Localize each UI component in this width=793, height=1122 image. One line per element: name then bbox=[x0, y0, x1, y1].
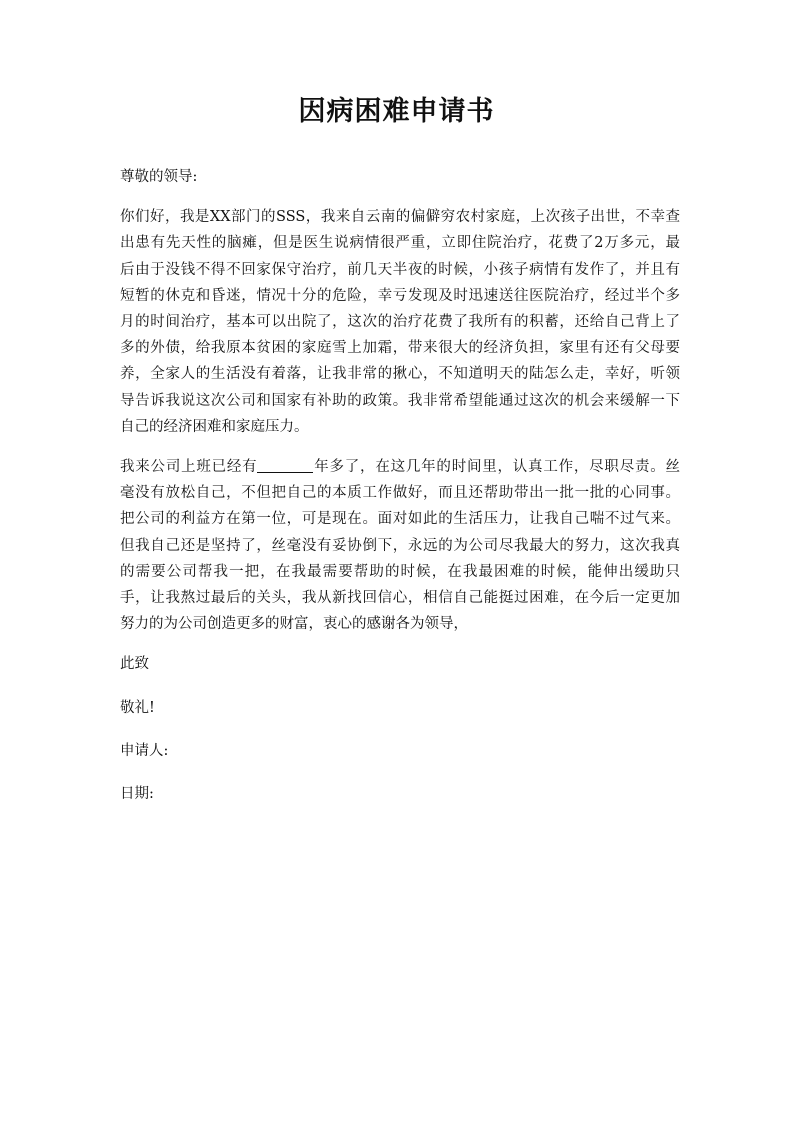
paragraph-line: 努力的为公司创造更多的财富，衷心的感谢各为领导， bbox=[120, 616, 468, 633]
paragraph-line-suffix: 年多了，在这几年的时间里，认真工作，尽职尽责。丝 bbox=[313, 459, 681, 476]
date-label: 日期: bbox=[120, 786, 154, 803]
paragraph-1 bbox=[120, 204, 680, 440]
paragraph-line: 但我自己还是坚持了，丝毫没有妥协倒下，永远的为公司尽我最大的努力，这次我真 bbox=[120, 537, 680, 554]
paragraph-line: 毫没有放松自己，不但把自己的本质工作做好，而且还帮助带出一批一批的心同事。 bbox=[120, 485, 680, 502]
applicant-label: 申请人: bbox=[120, 742, 169, 759]
document-title: 因病困难申请书 bbox=[298, 96, 495, 127]
paragraph-line: 多的外债，给我原本贫困的家庭雪上加霜，带来很大的经济负担，家里有还有父母要 bbox=[120, 340, 680, 357]
paragraph-line: 把公司的利益方在第一位，可是现在。面对如此的生活压力，让我自己喘不过气来。 bbox=[120, 511, 680, 528]
paragraph-line-prefix: 我来公司上班已经有 bbox=[120, 459, 258, 476]
closing-line-1: 此致 bbox=[120, 656, 149, 673]
paragraph-line: 养，全家人的生活没有着落，让我非常的揪心，不知道明天的陆怎么走，幸好，听领 bbox=[120, 366, 680, 383]
closing-line-2: 敬礼! bbox=[120, 699, 155, 716]
paragraph-line: 短暂的休克和昏迷，情况十分的危险，幸亏发现及时迅速送往医院治疗，经过半个多 bbox=[120, 287, 680, 304]
paragraph-line: 的需要公司帮我一把，在我最需要帮助的时候，在我最困难的时候，能伸出缓助只 bbox=[120, 563, 680, 580]
paragraph-line: 后由于没钱不得不回家保守治疗，前几天半夜的时候，小孩子病情有发作了，并且有 bbox=[120, 261, 680, 278]
paragraph-line: 月的时间治疗，基本可以出院了，这次的治疗花费了我所有的积蓄，还给自己背上了 bbox=[120, 314, 680, 331]
paragraph-line: 手，让我熬过最后的关头，我从新找回信心，相信自己能挺过困难，在今后一定更加 bbox=[120, 590, 680, 607]
fill-in-blank bbox=[257, 458, 313, 473]
paragraph-line: 导告诉我说这次公司和国家有补助的政策。我非常希望能通过这次的机会来缓解一下 bbox=[120, 392, 680, 409]
paragraph-2 bbox=[120, 454, 680, 637]
salutation: 尊敬的领导: bbox=[120, 169, 198, 185]
document-body bbox=[120, 164, 680, 824]
paragraph-line: 你们好，我是XX部门的SSS，我来自云南的偏僻穷农村家庭，上次孩子出世，不幸查 bbox=[120, 209, 680, 226]
paragraph-line: 自己的经济困难和家庭压力。 bbox=[120, 418, 309, 435]
paragraph-line-with-blank bbox=[120, 454, 680, 480]
paragraph-line: 出患有先天性的脑瘫，但是医生说病情很严重，立即住院治疗，花费了2万多元，最 bbox=[120, 235, 680, 252]
